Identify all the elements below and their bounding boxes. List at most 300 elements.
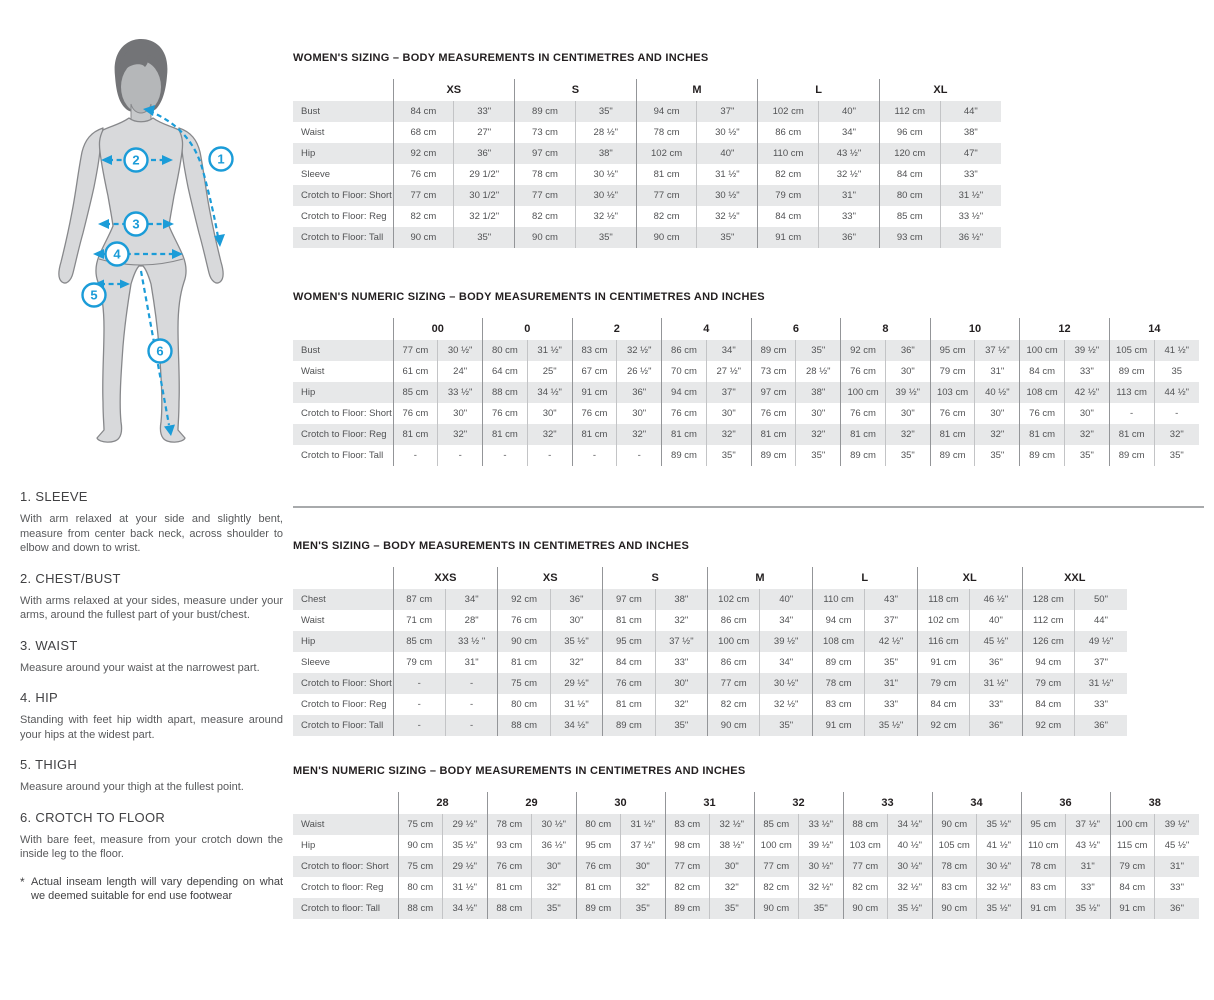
inch-value: 31 ½": [527, 340, 572, 361]
inch-value: 32": [975, 424, 1020, 445]
cm-value: 82 cm: [754, 877, 799, 898]
cm-value: 78 cm: [636, 122, 697, 143]
cm-value: 88 cm: [498, 715, 550, 736]
inch-value: 30": [710, 856, 755, 877]
cm-value: 83 cm: [572, 340, 617, 361]
cm-value: 91 cm: [1110, 898, 1155, 919]
cm-value: 95 cm: [576, 835, 621, 856]
inch-value: 31 ½": [550, 694, 602, 715]
row-label: Bust: [293, 340, 393, 361]
cm-value: -: [1109, 403, 1154, 424]
inch-value: 39 ½": [799, 835, 844, 856]
cm-value: 103 cm: [843, 835, 888, 856]
cm-value: 84 cm: [1022, 694, 1074, 715]
inch-value: 32": [621, 877, 666, 898]
row-label: Chest: [293, 589, 393, 610]
row-label: Hip: [293, 382, 393, 403]
inch-value: 40 ½": [975, 382, 1020, 403]
cm-value: 79 cm: [393, 652, 445, 673]
inch-value: 30": [532, 856, 577, 877]
mens-numeric-sizing-title: MEN'S NUMERIC SIZING – BODY MEASUREMENTS IN CENTIMETRES AND INCHES: [293, 765, 746, 777]
inch-value: 30 ½": [438, 340, 483, 361]
inch-value: 35 ½": [977, 898, 1022, 919]
inch-value: 36": [885, 340, 930, 361]
inch-value: 24": [438, 361, 483, 382]
inch-value: 38": [940, 122, 1001, 143]
cm-value: 67 cm: [572, 361, 617, 382]
measurement-instructions: [20, 489, 283, 904]
cm-value: 90 cm: [754, 898, 799, 919]
cm-value: 81 cm: [393, 424, 438, 445]
inch-value: 32": [885, 424, 930, 445]
inch-value: 37": [865, 610, 917, 631]
row-label: Crotch to Floor: Tall: [293, 227, 393, 248]
cm-value: 84 cm: [1110, 877, 1155, 898]
inch-value: 31 ½": [443, 877, 488, 898]
inch-value: 40 ½": [888, 835, 933, 856]
row-label: Crotch to floor: Short: [293, 856, 398, 877]
inch-value: 29 ½": [443, 814, 488, 835]
inch-value: 38": [796, 382, 841, 403]
cm-value: 84 cm: [879, 164, 940, 185]
inch-value: 35 ½": [550, 631, 602, 652]
cm-value: 79 cm: [1110, 856, 1155, 877]
inch-value: -: [438, 445, 483, 466]
inch-value: 30": [527, 403, 572, 424]
cm-value: -: [393, 694, 445, 715]
row-label: Crotch to Floor: Reg: [293, 206, 393, 227]
size-header-row: [293, 567, 1127, 589]
cm-value: 105 cm: [1109, 340, 1154, 361]
inch-value: 33": [865, 694, 917, 715]
instruction-heading-crotch-to-floor: 6. CROTCH TO FLOOR: [20, 809, 166, 825]
table-row: [293, 185, 1001, 206]
inch-value: 34 ½": [888, 814, 933, 835]
cm-value: 80 cm: [576, 814, 621, 835]
inch-value: 37 ½": [1066, 814, 1111, 835]
inch-value: 28 ½": [575, 122, 636, 143]
inch-value: 36 ½": [532, 835, 577, 856]
cm-value: 78 cm: [487, 814, 532, 835]
cm-value: 100 cm: [708, 631, 760, 652]
size-header: 00: [393, 318, 483, 340]
table-row: [293, 164, 1001, 185]
inch-value: 32 ½": [977, 877, 1022, 898]
row-label: Crotch to Floor: Reg: [293, 424, 393, 445]
inch-value: 47": [940, 143, 1001, 164]
inch-value: 35: [1154, 361, 1199, 382]
cm-value: 102 cm: [758, 101, 819, 122]
cm-value: 75 cm: [398, 856, 443, 877]
cm-value: 77 cm: [754, 856, 799, 877]
inch-value: 30": [1064, 403, 1109, 424]
cm-value: 85 cm: [754, 814, 799, 835]
cm-value: -: [572, 445, 617, 466]
cm-value: 120 cm: [879, 143, 940, 164]
cm-value: 79 cm: [917, 673, 969, 694]
instruction-heading-chest-bust: 2. CHEST/BUST: [20, 570, 121, 586]
inch-value: 33": [1155, 877, 1200, 898]
sizing-table: [293, 792, 1199, 919]
cm-value: 102 cm: [708, 589, 760, 610]
inch-value: 34 ½": [443, 898, 488, 919]
womens-sizing-table-container: [293, 79, 1001, 248]
inch-value: 35": [799, 898, 844, 919]
cm-value: 84 cm: [603, 652, 655, 673]
footnote-asterisk: *: [20, 874, 25, 889]
cm-value: 110 cm: [812, 589, 864, 610]
inch-value: 30 ½": [697, 122, 758, 143]
inch-value: 32 ½": [575, 206, 636, 227]
size-header: 4: [662, 318, 752, 340]
empty-header-cell: [293, 318, 393, 340]
inch-value: 38": [575, 143, 636, 164]
cm-value: 76 cm: [487, 856, 532, 877]
body-measurement-figure: [57, 26, 297, 450]
cm-value: 95 cm: [1021, 814, 1066, 835]
inch-value: 28 ½": [796, 361, 841, 382]
cm-value: 96 cm: [879, 122, 940, 143]
cm-value: 82 cm: [665, 877, 710, 898]
cm-value: 89 cm: [1020, 445, 1065, 466]
size-header: 6: [751, 318, 841, 340]
inch-value: 30 ½": [888, 856, 933, 877]
inch-value: 36": [550, 589, 602, 610]
row-label: Crotch to floor: Tall: [293, 898, 398, 919]
inch-value: 28": [445, 610, 497, 631]
marker-number-4: 4: [113, 246, 121, 262]
inch-value: 35 ½": [1066, 898, 1111, 919]
cm-value: 88 cm: [487, 898, 532, 919]
inch-value: 32": [655, 610, 707, 631]
size-header: 8: [841, 318, 931, 340]
instruction-heading-waist: 3. WAIST: [20, 637, 78, 653]
cm-value: 81 cm: [662, 424, 707, 445]
inch-value: 32": [655, 694, 707, 715]
sizing-table: [293, 79, 1001, 248]
inch-value: 42 ½": [1064, 382, 1109, 403]
womens-numeric-sizing-title: WOMEN'S NUMERIC SIZING – BODY MEASUREMENTS IN CENTIMETRES AND INCHES: [293, 291, 765, 303]
cm-value: 100 cm: [754, 835, 799, 856]
row-label: Crotch to Floor: Reg: [293, 694, 393, 715]
inch-value: 35": [621, 898, 666, 919]
cm-value: 81 cm: [636, 164, 697, 185]
inch-value: 30": [885, 361, 930, 382]
cm-value: 68 cm: [393, 122, 454, 143]
inch-value: 44": [1074, 610, 1127, 631]
cm-value: 86 cm: [662, 340, 707, 361]
inch-value: 44": [940, 101, 1001, 122]
cm-value: 90 cm: [932, 898, 977, 919]
inch-value: 30 ½": [697, 185, 758, 206]
cm-value: 81 cm: [576, 877, 621, 898]
inch-value: 27 ½": [706, 361, 751, 382]
inch-value: 30 1/2": [454, 185, 515, 206]
cm-value: 85 cm: [393, 382, 438, 403]
row-label: Crotch to Floor: Tall: [293, 445, 393, 466]
cm-value: 88 cm: [843, 814, 888, 835]
cm-value: 108 cm: [1020, 382, 1065, 403]
inch-value: 36 ½": [940, 227, 1001, 248]
cm-value: 78 cm: [932, 856, 977, 877]
cm-value: 71 cm: [393, 610, 445, 631]
cm-value: 95 cm: [930, 340, 975, 361]
size-header: M: [636, 79, 758, 101]
cm-value: 128 cm: [1022, 589, 1074, 610]
marker-number-2: 2: [132, 152, 140, 168]
instruction-text-chest-bust: With arms relaxed at your sides, measure under your arms, around the fullest part of your bust/chest.: [20, 594, 283, 622]
inch-value: 32 ½": [888, 877, 933, 898]
inch-value: 42 ½": [865, 631, 917, 652]
inch-value: 30": [438, 403, 483, 424]
cm-value: 97 cm: [515, 143, 576, 164]
cm-value: 112 cm: [1022, 610, 1074, 631]
cm-value: 79 cm: [758, 185, 819, 206]
size-header: 34: [932, 792, 1021, 814]
cm-value: 77 cm: [515, 185, 576, 206]
cm-value: 91 cm: [1021, 898, 1066, 919]
row-label: Waist: [293, 361, 393, 382]
size-header-row: [293, 79, 1001, 101]
cm-value: 76 cm: [662, 403, 707, 424]
size-header: S: [515, 79, 637, 101]
inch-value: 35 ½": [977, 814, 1022, 835]
inch-value: 44 ½": [1154, 382, 1199, 403]
inch-value: 32 ½": [697, 206, 758, 227]
cm-value: 78 cm: [812, 673, 864, 694]
cm-value: 76 cm: [393, 164, 454, 185]
cm-value: 110 cm: [758, 143, 819, 164]
cm-value: 89 cm: [1109, 361, 1154, 382]
inch-value: 35": [975, 445, 1020, 466]
size-header: 36: [1021, 792, 1110, 814]
inch-value: 32 ½": [617, 340, 662, 361]
cm-value: 88 cm: [483, 382, 528, 403]
inch-value: 39 ½": [1155, 814, 1200, 835]
row-label: Crotch to floor: Reg: [293, 877, 398, 898]
inch-value: 34": [819, 122, 880, 143]
inch-value: 31": [865, 673, 917, 694]
row-label: Crotch to Floor: Short: [293, 403, 393, 424]
inch-value: 36": [970, 652, 1022, 673]
inch-value: 35": [885, 445, 930, 466]
inch-value: 33 ½ ": [445, 631, 497, 652]
cm-value: 91 cm: [758, 227, 819, 248]
cm-value: 81 cm: [498, 652, 550, 673]
cm-value: 91 cm: [812, 715, 864, 736]
cm-value: 90 cm: [932, 814, 977, 835]
cm-value: 81 cm: [1109, 424, 1154, 445]
cm-value: 76 cm: [751, 403, 796, 424]
cm-value: 84 cm: [758, 206, 819, 227]
size-header: 2: [572, 318, 662, 340]
cm-value: 93 cm: [879, 227, 940, 248]
inch-value: 37 ½": [655, 631, 707, 652]
inch-value: 37": [1074, 652, 1127, 673]
table-row: [293, 227, 1001, 248]
cm-value: 77 cm: [393, 185, 454, 206]
inch-value: 29 ½": [443, 856, 488, 877]
cm-value: 80 cm: [879, 185, 940, 206]
cm-value: 77 cm: [393, 340, 438, 361]
inch-value: 31": [1066, 856, 1111, 877]
inch-value: 32": [438, 424, 483, 445]
inch-value: 33": [819, 206, 880, 227]
cm-value: 108 cm: [812, 631, 864, 652]
inch-value: 30 ½": [760, 673, 812, 694]
inch-value: 35": [1064, 445, 1109, 466]
footnote-text: Actual inseam length will vary depending on what we deemed suitable for end use footwear: [31, 875, 283, 903]
inch-value: 39 ½": [885, 382, 930, 403]
inch-value: 29 1/2": [454, 164, 515, 185]
cm-value: 81 cm: [841, 424, 886, 445]
size-header: 28: [398, 792, 487, 814]
cm-value: 90 cm: [636, 227, 697, 248]
cm-value: 81 cm: [603, 694, 655, 715]
cm-value: 92 cm: [393, 143, 454, 164]
inch-value: 39 ½": [1064, 340, 1109, 361]
cm-value: 89 cm: [603, 715, 655, 736]
empty-header-cell: [293, 79, 393, 101]
instruction-text-crotch-to-floor: With bare feet, measure from your crotch down the inside leg to the floor.: [20, 833, 283, 861]
size-header: S: [603, 567, 708, 589]
cm-value: 93 cm: [487, 835, 532, 856]
cm-value: 82 cm: [843, 877, 888, 898]
size-header: 14: [1109, 318, 1199, 340]
cm-value: 97 cm: [603, 589, 655, 610]
inch-value: 35 ½": [865, 715, 917, 736]
inch-value: 36": [970, 715, 1022, 736]
inch-value: -: [527, 445, 572, 466]
instruction-text-thigh: Measure around your thigh at the fullest point.: [20, 781, 244, 794]
cm-value: 90 cm: [393, 227, 454, 248]
cm-value: 85 cm: [879, 206, 940, 227]
size-header: 31: [665, 792, 754, 814]
inch-value: -: [1154, 403, 1199, 424]
inch-value: 49 ½": [1074, 631, 1127, 652]
instruction-heading-hip: 4. HIP: [20, 690, 58, 706]
inch-value: 37 ½": [621, 835, 666, 856]
inch-value: 35": [1154, 445, 1199, 466]
cm-value: 80 cm: [483, 340, 528, 361]
inch-value: 33": [655, 652, 707, 673]
inch-value: 30": [655, 673, 707, 694]
cm-value: 100 cm: [841, 382, 886, 403]
inch-value: 35": [796, 340, 841, 361]
cm-value: 76 cm: [930, 403, 975, 424]
size-header: XL: [917, 567, 1022, 589]
cm-value: 79 cm: [930, 361, 975, 382]
cm-value: 84 cm: [393, 101, 454, 122]
inch-value: -: [445, 673, 497, 694]
cm-value: 115 cm: [1110, 835, 1155, 856]
inch-value: 32 ½": [760, 694, 812, 715]
inch-value: 35": [706, 445, 751, 466]
inch-value: 35": [796, 445, 841, 466]
table-row: [293, 143, 1001, 164]
cm-value: 76 cm: [603, 673, 655, 694]
cm-value: 92 cm: [1022, 715, 1074, 736]
mens-numeric-sizing-table-container: [293, 792, 1199, 919]
table-row: [293, 898, 1199, 919]
figure-arm-left: [59, 128, 103, 283]
inch-value: 31": [1155, 856, 1200, 877]
inch-value: 32": [1064, 424, 1109, 445]
cm-value: 90 cm: [843, 898, 888, 919]
row-label: Sleeve: [293, 652, 393, 673]
cm-value: 73 cm: [751, 361, 796, 382]
size-header: XXS: [393, 567, 498, 589]
cm-value: 76 cm: [483, 403, 528, 424]
size-header: XXL: [1022, 567, 1127, 589]
cm-value: 116 cm: [917, 631, 969, 652]
cm-value: 89 cm: [515, 101, 576, 122]
inch-value: 31": [445, 652, 497, 673]
inch-value: 31 ½": [970, 673, 1022, 694]
table-row: [293, 206, 1001, 227]
cm-value: 126 cm: [1022, 631, 1074, 652]
cm-value: 103 cm: [930, 382, 975, 403]
cm-value: 86 cm: [708, 610, 760, 631]
cm-value: -: [483, 445, 528, 466]
cm-value: 84 cm: [917, 694, 969, 715]
cm-value: 94 cm: [662, 382, 707, 403]
cm-value: 81 cm: [751, 424, 796, 445]
cm-value: 91 cm: [917, 652, 969, 673]
cm-value: 92 cm: [841, 340, 886, 361]
marker-number-6: 6: [156, 343, 164, 359]
womens-sizing-title: WOMEN'S SIZING – BODY MEASUREMENTS IN CENTIMETRES AND INCHES: [293, 52, 709, 64]
cm-value: 61 cm: [393, 361, 438, 382]
table-row: [293, 652, 1127, 673]
cm-value: -: [393, 715, 445, 736]
inch-value: 36": [819, 227, 880, 248]
inch-value: 33": [454, 101, 515, 122]
cm-value: 82 cm: [515, 206, 576, 227]
inch-value: 30 ½": [977, 856, 1022, 877]
inch-value: 39 ½": [760, 631, 812, 652]
mens-sizing-table-container: [293, 567, 1127, 736]
table-row: [293, 122, 1001, 143]
table-row: [293, 610, 1127, 631]
cm-value: 92 cm: [498, 589, 550, 610]
cm-value: 83 cm: [665, 814, 710, 835]
inch-value: 43 ½": [819, 143, 880, 164]
size-header: 38: [1110, 792, 1199, 814]
inch-value: 32": [1154, 424, 1199, 445]
inch-value: 34 ½": [527, 382, 572, 403]
cm-value: 89 cm: [812, 652, 864, 673]
cm-value: 94 cm: [812, 610, 864, 631]
cm-value: 83 cm: [1021, 877, 1066, 898]
inch-value: 29 ½": [550, 673, 602, 694]
cm-value: 102 cm: [636, 143, 697, 164]
cm-value: 76 cm: [576, 856, 621, 877]
table-row: [293, 101, 1001, 122]
cm-value: 76 cm: [841, 361, 886, 382]
mens-sizing-title: MEN'S SIZING – BODY MEASUREMENTS IN CENTIMETRES AND INCHES: [293, 540, 690, 552]
womens-numeric-sizing-section: [293, 291, 1199, 466]
cm-value: 94 cm: [1022, 652, 1074, 673]
cm-value: 76 cm: [841, 403, 886, 424]
cm-value: 81 cm: [483, 424, 528, 445]
inch-value: 32 ½": [710, 814, 755, 835]
inch-value: 32 ½": [799, 877, 844, 898]
cm-value: 77 cm: [708, 673, 760, 694]
table-row: [293, 856, 1199, 877]
inch-value: 36": [617, 382, 662, 403]
table-row: [293, 694, 1127, 715]
